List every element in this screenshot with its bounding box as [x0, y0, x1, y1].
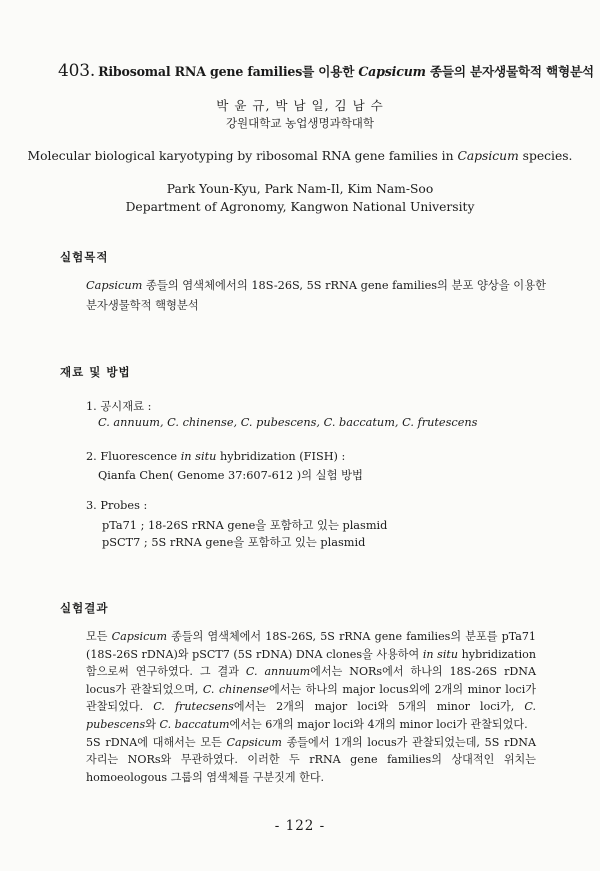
r1o: 에서는 6개의 major loci와 4개의 minor loci가 관찰되었다. [229, 717, 528, 731]
title-en-part1: Molecular biological karyotyping by ribosomal RNA gene families in [27, 149, 458, 163]
r1m: 와 [145, 717, 160, 731]
r1b: Capsicum [111, 630, 167, 643]
r1c: 종들의 염색체에서 18S-26S, 5S rRNA gene families의 분포를 pTa71 (18S-26S rDNA)와 pSCT7 (5S rDNA) DNA clones을 사용하여 [86, 630, 536, 661]
purpose-line-1-text: 종들의 염색체에서의 18S-26S, 5S rRNA gene families의 분포 양상을 이용한 [142, 279, 547, 292]
page-number: - 122 - [274, 818, 326, 834]
purpose-line-1 [86, 277, 546, 293]
r1f: C. annuum [245, 665, 311, 679]
affiliation-korean: 강원대학교 농업생명과학대학 [225, 116, 375, 130]
method-item-1-species [98, 416, 477, 429]
fish-title-part2: hybridization (FISH) : [216, 450, 346, 463]
r1h: C. chinense [202, 682, 269, 696]
results-text [86, 628, 536, 786]
r1l: C. pubescens [86, 700, 536, 731]
fish-title-italic: in situ [180, 450, 217, 463]
r1k: 에서는 2개의 major loci와 5개의 minor loci가, [233, 700, 525, 714]
authors-korean: 박 윤 규, 박 남 일, 김 남 수 [216, 98, 384, 113]
section-heading-methods: 재료 및 방법 [60, 365, 131, 379]
abstract-number: 403. [58, 61, 96, 81]
title-en-italic: Capsicum [457, 149, 519, 163]
paper-title [58, 61, 594, 81]
r1g: 에서는 NORs에서 하나의 18S-26S rDNA locus가 관찰되었으며, [86, 665, 537, 696]
r1a: 모든 [86, 630, 112, 643]
r1j: C. frutecsens [153, 700, 234, 714]
purpose-italic: Capsicum [86, 279, 143, 292]
purpose-line-2: 분자생물학적 핵형분석 [86, 299, 199, 312]
results-paragraph-2 [86, 734, 536, 787]
title-english [0, 149, 600, 163]
r1e: hybridization함으로써 연구하였다. 그 결과 [86, 647, 536, 679]
authors-english: Park Youn-Kyu, Park Nam-Il, Kim Nam-Soo [166, 182, 434, 196]
section-heading-results: 실험결과 [60, 601, 109, 615]
method-item-2-ref: Qianfa Chen( Genome 37:607-612 )의 실험 방법 [98, 469, 363, 482]
r1d: in situ [422, 647, 459, 661]
affiliation-english: Department of Agronomy, Kangwon National University [125, 200, 475, 214]
method-item-3-title: 3. Probes : [86, 499, 148, 512]
section-heading-purpose: 실험목적 [60, 250, 109, 264]
fish-title-part1: 2. Fluorescence [86, 450, 181, 463]
probe-line-1: pTa71 ; 18-26S rRNA gene을 포함하고 있는 plasmid [102, 519, 388, 532]
method-item-1-title: 1. 공시재료 : [86, 400, 152, 413]
r2a: 5S rDNA에 대해서는 모든 [86, 735, 227, 749]
results-paragraph-1 [86, 628, 536, 734]
title-text-italic: Capsicum [358, 64, 426, 79]
probe-line-2: pSCT7 ; 5S rRNA gene을 포함하고 있는 plasmid [102, 536, 366, 549]
r1i: 에서는 하나의 major locus외에 2개의 minor loci가 관찰되었다. [86, 682, 537, 714]
title-text-part1: Ribosomal RNA gene families를 이용한 [98, 64, 359, 79]
r2b: Capsicum [226, 735, 282, 749]
r2c: 종들에서 1개의 locus가 관찰되었는데, 5S rDNA 자리는 NORs와 무관하였다. 이러한 두 rRNA gene families의 상대적인 위치는 homoeologous 그룹의 염색체를 구분짓게 한다. [86, 735, 536, 784]
r1n: C. baccatum [159, 717, 230, 731]
title-text-part2: 종들의 분자생물학적 핵형분석 [425, 64, 594, 79]
species-list: C. annuum, C. chinense, C. pubescens, C. baccatum, C. frutescens [98, 416, 478, 429]
title-en-part2: species. [518, 149, 573, 163]
method-item-2-title [86, 450, 345, 463]
